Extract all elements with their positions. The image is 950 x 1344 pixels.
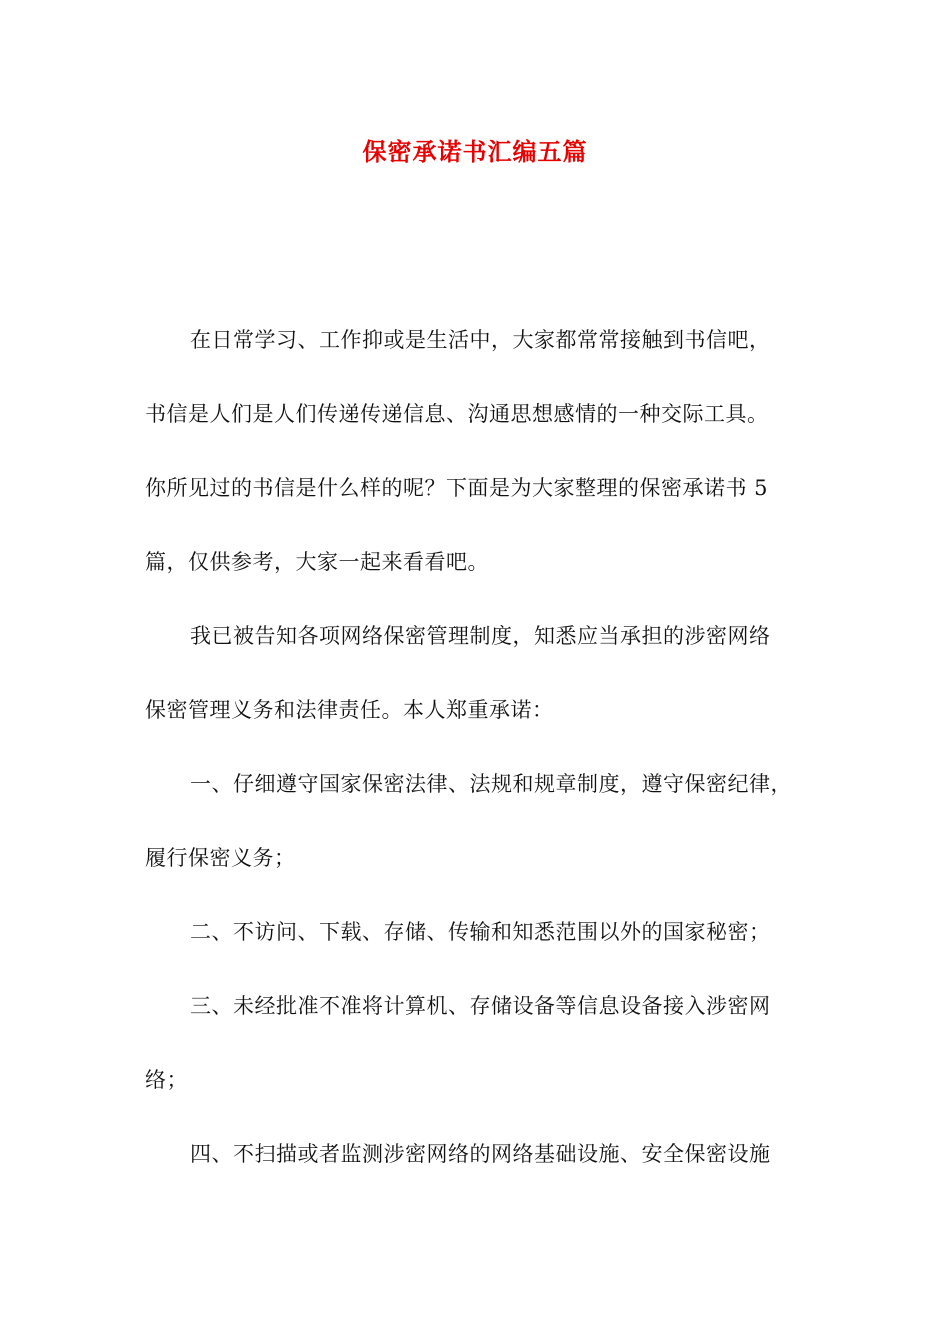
body-line: 络； bbox=[145, 1068, 188, 1092]
body-line: 二、不访问、下载、存储、传输和知悉范围以外的国家秘密； bbox=[190, 920, 771, 944]
body-line: 履行保密义务； bbox=[145, 846, 296, 870]
body-line: 我已被告知各项网络保密管理制度，知悉应当承担的涉密网络 bbox=[190, 624, 771, 648]
body-line: 四、不扫描或者监测涉密网络的网络基础设施、安全保密设施 bbox=[190, 1142, 771, 1166]
body-line: 三、未经批准不准将计算机、存储设备等信息设备接入涉密网 bbox=[190, 994, 771, 1018]
body-line: 在日常学习、工作抑或是生活中，大家都常常接触到书信吧， bbox=[190, 328, 771, 352]
document-title: 保密承诺书汇编五篇 bbox=[362, 138, 588, 166]
body-line: 你所见过的书信是什么样的呢？下面是为大家整理的保密承诺书 5 bbox=[145, 476, 769, 500]
body-line: 篇，仅供参考，大家一起来看看吧。 bbox=[145, 550, 489, 574]
body-line: 书信是人们是人们传递传递信息、沟通思想感情的一种交际工具。 bbox=[145, 402, 769, 426]
body-line: 保密管理义务和法律责任。本人郑重承诺： bbox=[145, 698, 554, 722]
document-body bbox=[145, 313, 813, 1201]
body-line: 一、仔细遵守国家保密法律、法规和规章制度，遵守保密纪律， bbox=[190, 772, 792, 796]
